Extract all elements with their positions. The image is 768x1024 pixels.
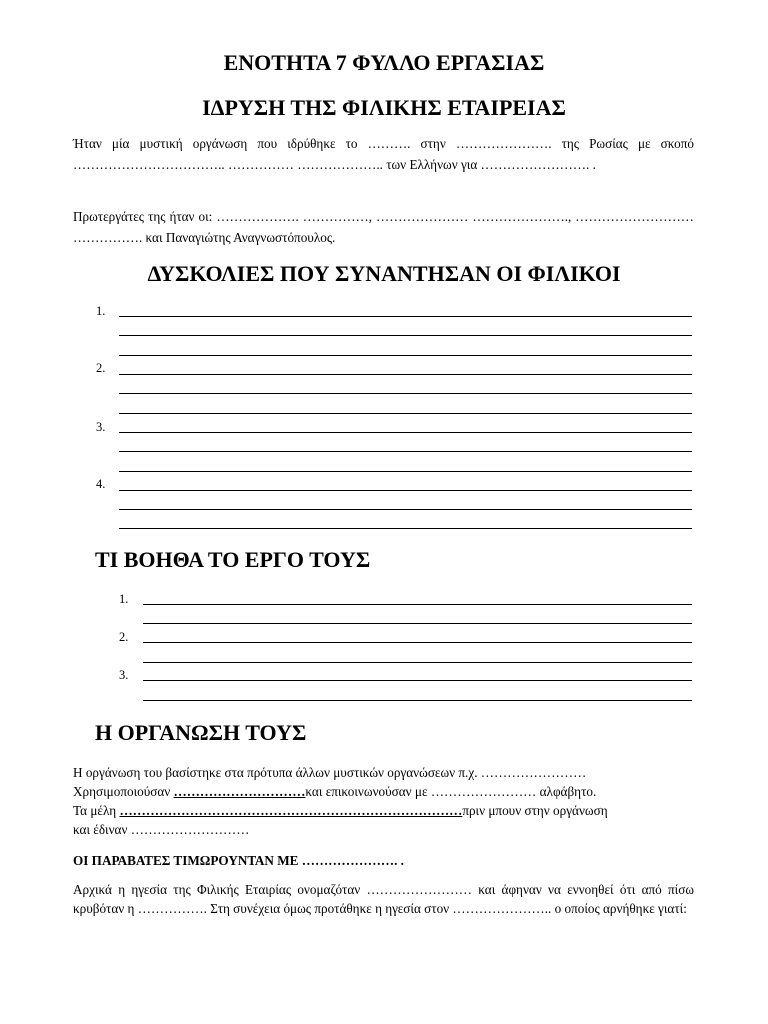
difficulties-heading: ΔΥΣΚΟΛΙΕΣ ΠΟΥ ΣΥΝΑΝΤΗΣΑΝ ΟΙ ΦΙΛΙΚΟΙ — [147, 261, 621, 286]
answer-line — [119, 490, 692, 491]
help-item-number: 1. — [119, 592, 129, 606]
intro-paragraph: Ήταν μία μυστική οργάνωση που ιδρύθηκε το ………. στην …………………. της Ρωσίας με σκοπό …………………………….. …………… ……………….. των Ελλήνων για ……………………. . — [73, 136, 694, 172]
leadership-paragraph: Αρχικά η ηγεσία της Φιλικής Εταιρίας ονομαζόταν …………………… και άφηναν να εννοηθεί ότι από πίσω κρυβόταν η ……………. Στη συνέχεια όμως προτάθηκε η ηγεσία στον ………………….. ο οποίος αρνήθηκε γιατί: — [73, 882, 694, 916]
difficulty-item-number: 4. — [96, 477, 106, 491]
answer-line — [119, 413, 692, 414]
organization-line-used-start: Χρησιμοποιούσαν — [73, 784, 174, 799]
answer-line — [143, 680, 692, 681]
answer-line — [119, 471, 692, 472]
answer-line — [143, 642, 692, 643]
organization-line-used — [73, 781, 694, 802]
violators-line: ΟΙ ΠΑΡΑΒΑΤΕΣ ΤΙΜΩΡΟΥΝΤΑΝ ΜΕ …………………. . — [73, 853, 404, 868]
answer-line — [119, 355, 692, 356]
answer-line — [119, 528, 692, 529]
difficulty-item-number: 2. — [96, 361, 106, 375]
answer-line — [119, 432, 692, 433]
help-item-number: 2. — [119, 630, 129, 644]
difficulty-item-number: 3. — [96, 420, 106, 434]
answer-line — [119, 393, 692, 394]
worksheet-title: ΕΝΟΤΗΤΑ 7 ΦΥΛΛΟ ΕΡΓΑΣΙΑΣ — [223, 50, 545, 75]
pioneers-paragraph: Πρωτεργάτες της ήταν οι: ………………. ……………, ………………… …………………., ……………………… ……………. και Παναγιώτης Αναγνωστόπουλος. — [73, 209, 694, 245]
organization-line-oath: και έδιναν ……………………… — [73, 822, 250, 837]
underlined-blank: ………………………… — [173, 784, 306, 799]
answer-line — [119, 451, 692, 452]
answer-line — [143, 623, 692, 624]
answer-line — [143, 604, 692, 605]
answer-line — [119, 335, 692, 336]
answer-line — [119, 316, 692, 317]
answer-line — [119, 509, 692, 510]
help-item-number: 3. — [119, 668, 129, 682]
organization-line-members-start: Τα μέλη — [73, 803, 120, 818]
answer-line — [143, 662, 692, 663]
organization-line-used-end: και επικοινωνούσαν με …………………… αλφάβητο. — [305, 784, 597, 799]
answer-line — [143, 700, 692, 701]
organization-heading: Η ΟΡΓΑΝΩΣΗ ΤΟΥΣ — [95, 720, 307, 745]
difficulty-item-number: 1. — [96, 304, 106, 318]
answer-line — [119, 374, 692, 375]
organization-line-models: Η οργάνωση του βασίστηκε στα πρότυπα άλλων μυστικών οργανώσεων π.χ. …………………… — [73, 765, 587, 780]
organization-line-members-end: πριν μπουν στην οργάνωση — [462, 803, 608, 818]
help-heading: ΤΙ ΒΟΗΘΑ ΤΟ ΕΡΓΟ ΤΟΥΣ — [95, 547, 371, 572]
organization-line-members — [73, 800, 694, 821]
worksheet-subtitle: ΙΔΡΥΣΗ ΤΗΣ ΦΙΛΙΚΗΣ ΕΤΑΙΡΕΙΑΣ — [202, 95, 566, 120]
underlined-blank: …………………………………………………………………… — [119, 803, 463, 818]
